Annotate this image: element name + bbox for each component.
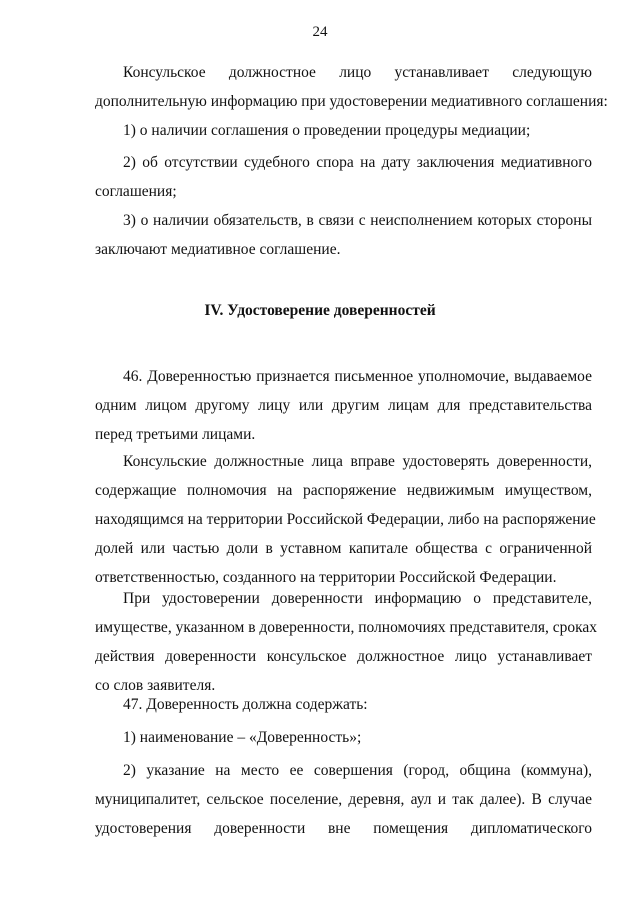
list-item-3 xyxy=(95,206,592,264)
paragraph-46 xyxy=(95,362,592,449)
text-line: При удостоверении доверенности информацию о представителе, xyxy=(123,590,592,607)
text-line: 1) о наличии соглашения о проведении процедуры медиации; xyxy=(123,122,531,139)
text-line: Консульское должностное лицо устанавливает следующую xyxy=(123,64,592,81)
paragraph-47-item-2 xyxy=(95,756,592,843)
text-line: действия доверенности консульское должностное лицо устанавливает xyxy=(95,648,592,665)
text-line: одним лицом другому лицу или другим лицам для представительства xyxy=(95,397,592,414)
text-line: долей или частью доли в уставном капитале общества с ограниченной xyxy=(95,540,592,557)
section-heading: IV. Удостоверение доверенностей xyxy=(204,302,436,319)
text-line: Консульские должностные лица вправе удостоверять доверенности, xyxy=(123,453,592,470)
text-line: 3) о наличии обязательств, в связи с неисполнением которых стороны xyxy=(123,212,592,229)
page-number: 24 xyxy=(312,24,328,40)
text-line: удостоверения доверенности вне помещения дипломатического xyxy=(95,820,592,837)
text-line: дополнительную информацию при удостоверении медиативного соглашения: xyxy=(95,93,608,110)
list-item-2 xyxy=(95,148,592,206)
text-line: перед третьими лицами. xyxy=(95,426,256,443)
list-item-1 xyxy=(95,116,592,145)
text-line: со слов заявителя. xyxy=(95,677,216,694)
paragraph-47 xyxy=(95,690,592,719)
paragraph-47-item-1 xyxy=(95,723,592,752)
text-line: 2) указание на место ее совершения (город, община (коммуна), xyxy=(123,762,592,779)
paragraph-consular-info xyxy=(95,58,608,116)
text-line: ответственностью, созданного на территории Российской Федерации. xyxy=(95,569,557,586)
text-line: имуществе, указанном в доверенности, полномочиях представителя, сроках xyxy=(95,619,598,636)
text-line: муниципалитет, сельское поселение, деревня, аул и так далее). В случае xyxy=(95,791,592,808)
text-line: заключают медиативное соглашение. xyxy=(95,241,341,258)
text-line: соглашения; xyxy=(95,183,177,200)
text-line: 46. Доверенностью признается письменное уполномочие, выдаваемое xyxy=(123,368,592,385)
text-line: 47. Доверенность должна содержать: xyxy=(123,696,368,713)
text-line: 1) наименование – «Доверенность»; xyxy=(123,729,362,746)
text-line: находящимся на территории Российской Федерации, либо на распоряжение xyxy=(95,511,596,528)
text-line: содержащие полномочия на распоряжение недвижимым имуществом, xyxy=(95,482,592,499)
paragraph-46-powers xyxy=(95,447,596,592)
text-line: 2) об отсутствии судебного спора на дату заключения медиативного xyxy=(123,154,592,171)
paragraph-46-info xyxy=(95,584,598,700)
